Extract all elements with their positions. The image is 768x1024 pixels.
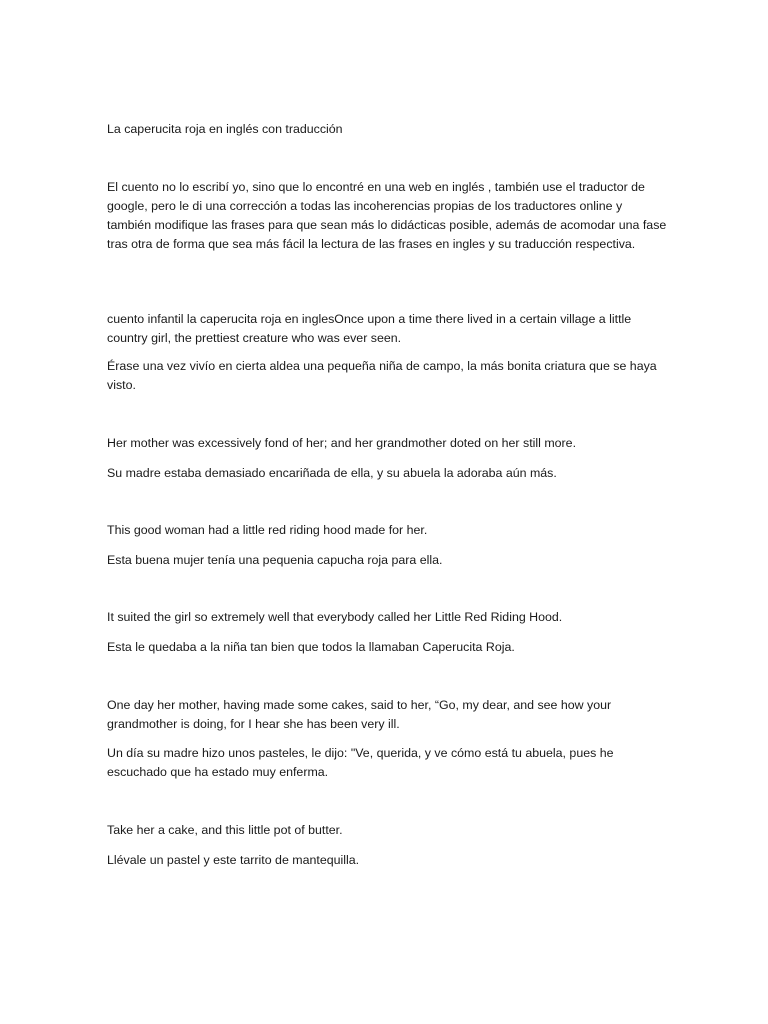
- document-title: La caperucita roja en inglés con traducción: [107, 122, 343, 136]
- paragraph-spanish: Esta le quedaba a la niña tan bien que todos la llamaban Caperucita Roja.: [107, 640, 515, 654]
- paragraph-spanish: Érase una vez vivío en cierta aldea una pequeña niña de campo, la más bonita criatura que se haya visto.: [107, 359, 657, 392]
- paragraph-english: cuento infantil la caperucita roja en inglesOnce upon a time there lived in a certain village a little country girl, the prettiest creature who was ever seen.: [107, 312, 632, 345]
- paragraph-english: One day her mother, having made some cakes, said to her, “Go, my dear, and see how your grandmother is doing, for I hear she has been very ill.: [107, 698, 612, 731]
- paragraph-english: It suited the girl so extremely well that everybody called her Little Red Riding Hood.: [107, 610, 563, 624]
- paragraph-spanish: Llévale un pastel y este tarrito de mantequilla.: [107, 853, 360, 867]
- paragraph-spanish: Un día su madre hizo unos pasteles, le dijo: "Ve, querida, y ve cómo está tu abuela, pues he escuchado que ha estado muy enferma.: [107, 746, 614, 779]
- paragraph-spanish: Esta buena mujer tenía una pequenia capucha roja para ella.: [107, 553, 443, 567]
- intro-paragraph: El cuento no lo escribí yo, sino que lo encontré en una web en inglés , también use el traductor de google, pero le di una corrección a todas las incoherencias propias de los traductores online y también modifique las frases para que sean más lo didácticas posible, además de acomodar una fase tras otra de forma que sea más fácil la lectura de las frases en ingles y su traducción respectiva.: [107, 180, 667, 251]
- paragraph-english: Her mother was excessively fond of her; and her grandmother doted on her still more.: [107, 436, 577, 450]
- paragraph-spanish: Su madre estaba demasiado encariñada de ella, y su abuela la adoraba aún más.: [107, 466, 557, 480]
- paragraph-english: Take her a cake, and this little pot of butter.: [107, 823, 343, 837]
- paragraph-english: This good woman had a little red riding hood made for her.: [107, 523, 428, 537]
